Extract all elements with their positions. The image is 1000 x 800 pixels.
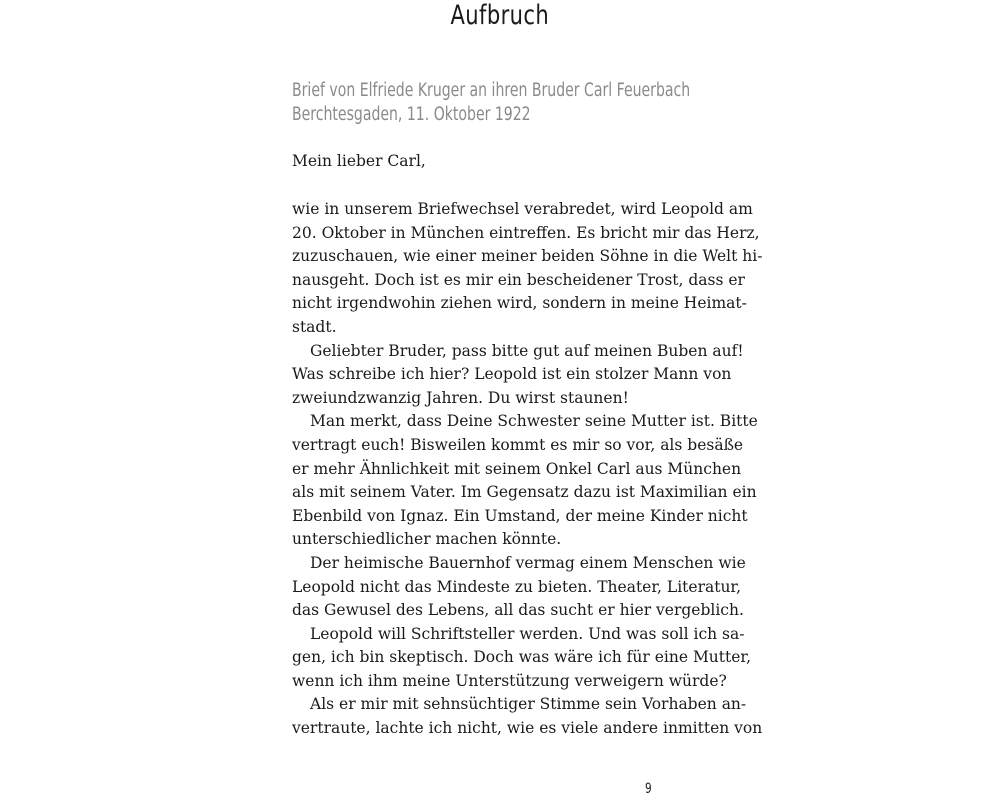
letter-header-place-date: Berchtesgaden, 11. Oktober 1922: [292, 103, 531, 125]
text-line: 20. Oktober in München eintreffen. Es bricht mir das Herz,: [292, 223, 760, 242]
chapter-title: Aufbruch: [450, 0, 550, 31]
text-line: nicht irgendwohin ziehen wird, sondern in meine Heimat-: [292, 294, 747, 313]
text-line: als mit seinem Vater. Im Gegensatz dazu ist Maximilian ein: [292, 483, 757, 502]
letter-header: [292, 79, 691, 126]
paragraph: [292, 623, 752, 694]
text-line: das Gewusel des Lebens, all das sucht er hier vergeblich.: [292, 601, 744, 620]
text-line: Als er mir mit sehnsüchtiger Stimme sein Vorhaben an-: [310, 695, 747, 714]
text-line: er mehr Ähnlichkeit mit seinem Onkel Carl aus München: [292, 459, 742, 478]
text-line: Man merkt, dass Deine Schwester seine Mutter ist. Bitte: [310, 412, 758, 431]
text-line: Leopold nicht das Mindeste zu bieten. Theater, Literatur,: [292, 577, 742, 596]
text-line: zuzuschauen, wie einer meiner beiden Söhne in die Welt hi-: [292, 247, 763, 266]
text-line: unterschiedlicher machen könnte.: [292, 530, 562, 549]
text-line: Geliebter Bruder, pass bitte gut auf meinen Buben auf!: [310, 341, 744, 360]
text-line: zweiundzwanzig Jahren. Du wirst staunen!: [292, 388, 629, 407]
text-line: wie in unserem Briefwechsel verabredet, wird Leopold am: [292, 200, 753, 218]
letter-header-sender: Brief von Elfriede Kruger an ihren Bruder Carl Feuerbach: [292, 80, 691, 101]
text-line: Der heimische Bauernhof vermag einem Menschen wie: [310, 553, 746, 572]
letter-body: [292, 198, 763, 741]
text-line: wenn ich ihm meine Unterstützung verweigern würde?: [292, 671, 727, 690]
page-number: 9: [645, 781, 652, 797]
paragraph: [292, 340, 744, 411]
salutation: Mein lieber Carl,: [292, 152, 426, 170]
text-line: Was schreibe ich hier? Leopold ist ein stolzer Mann von: [292, 365, 732, 384]
text-line: gen, ich bin skeptisch. Doch was wäre ich für eine Mutter,: [292, 648, 752, 667]
text-line: Ebenbild von Ignaz. Ein Umstand, der meine Kinder nicht: [292, 506, 748, 525]
paragraph: [292, 198, 763, 340]
paragraph: [292, 693, 763, 740]
text-line: vertraute, lachte ich nicht, wie es viele andere inmitten von: [292, 719, 763, 738]
text-line: Leopold will Schriftsteller werden. Und was soll ich sa-: [310, 624, 745, 643]
text-line: vertragt euch! Bisweilen kommt es mir so vor, als besäße: [292, 435, 744, 454]
text-line: stadt.: [292, 317, 337, 336]
paragraph: [292, 410, 758, 552]
text-line: nausgeht. Doch ist es mir ein bescheidener Trost, dass er: [292, 270, 745, 289]
paragraph: [292, 552, 746, 623]
